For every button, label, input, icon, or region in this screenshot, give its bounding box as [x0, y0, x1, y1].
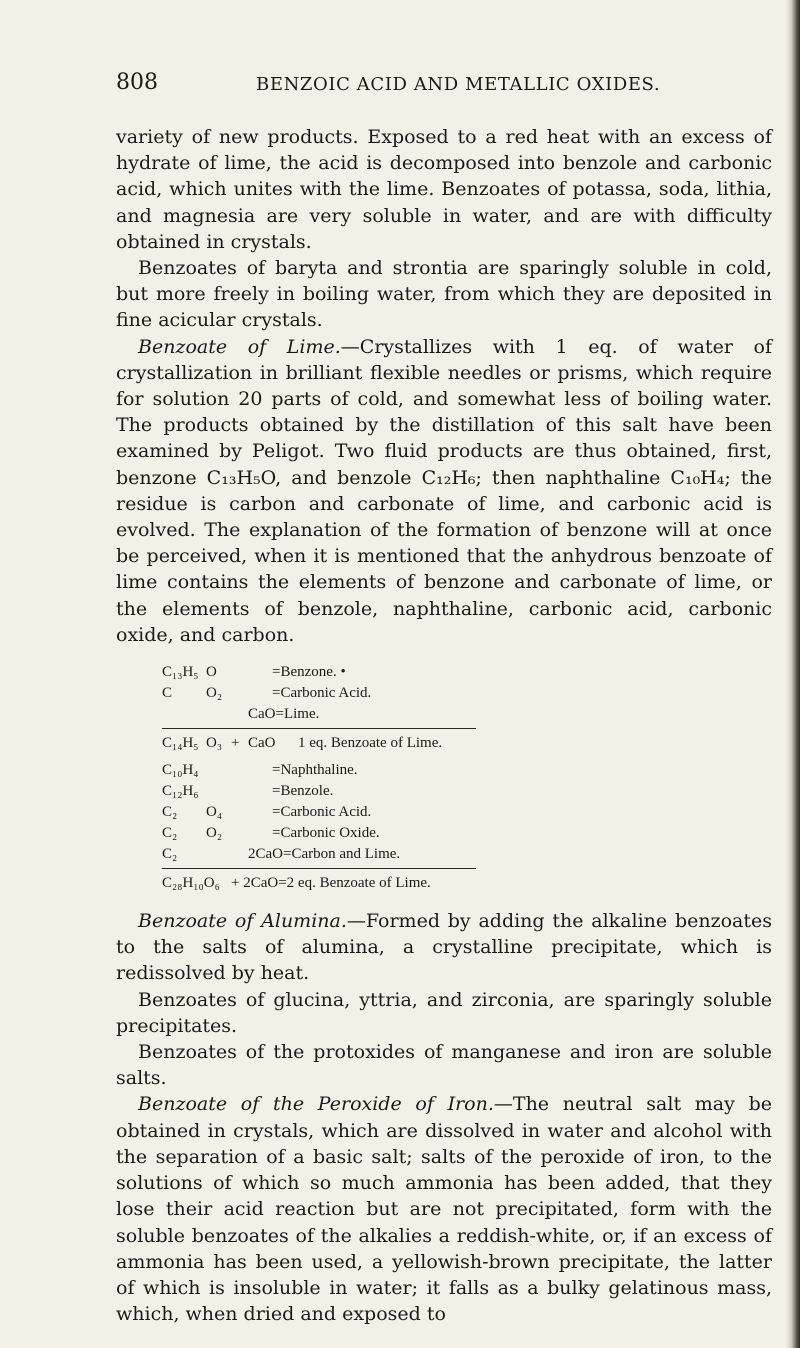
- formula-result: 2CaO=Carbon and Lime.: [248, 846, 401, 863]
- section-heading-lime: Benzoate of Lime.: [138, 335, 341, 358]
- formula-rule-row: [116, 865, 772, 873]
- formula-result: =Benzole.: [272, 783, 334, 800]
- paragraph-continuation: variety of new products. Exposed to a red heat with an excess of hydrate of lime, the acid is decomposed into benzole and carbonic acid, which unites with the lime. Benzoates of potassa, soda, lithia, and magnesia are very soluble in water, and are with difficulty obtained in crystals.: [116, 126, 772, 253]
- paragraph-text-peroxide: —The neutral salt may be obtained in crystals, which are dissolved in water and alcohol with the separation of a basic salt; salts of the peroxide of iron, to the solutions of which so much ammonia has been added, that they lose their acid reaction but are not precipitated, form with the soluble benzoates of the alkalies a reddish-white, or, if an excess of ammonia has been used, a yellowish-brown precipitate, the latter of which is insoluble in water; it falls as a bulky gelatinous mass, which, when dried and exposed to: [116, 1093, 772, 1326]
- formula-row: [116, 733, 772, 754]
- formula-term: CaO: [248, 735, 276, 752]
- formula-term: C₁₀H₄: [162, 762, 199, 779]
- formula-term: C₂: [162, 825, 178, 842]
- paragraph-text-alumina: —Formed by adding the alkaline benzoates to the salts of alumina, a crystalline precipitate, which is redissolved by heat.: [116, 910, 772, 985]
- formula-term: O₃: [206, 735, 223, 752]
- formula-row: [116, 781, 772, 802]
- formula-result: 1 eq. Benzoate of Lime.: [298, 735, 443, 752]
- formula-term: C₁₄H₅: [162, 735, 199, 752]
- section-heading-peroxide: Benzoate of the Peroxide of Iron.: [138, 1093, 494, 1116]
- formula-row: [116, 760, 772, 781]
- paragraph-benzoate-of-lime: [116, 334, 772, 648]
- formula-row: [116, 662, 772, 683]
- formula-term: C: [162, 685, 173, 702]
- sum-rule: [162, 868, 476, 869]
- section-heading-alumina: Benzoate of Alumina.: [138, 910, 347, 933]
- formula-term: C₂: [162, 846, 178, 863]
- sum-rule: [162, 728, 476, 729]
- formula-term: O: [206, 664, 217, 681]
- running-head: BENZOIC ACID AND METALLIC OXIDES.: [256, 74, 661, 95]
- formula-term: C₁₃H₅: [162, 664, 199, 681]
- formula-term: O₄: [206, 804, 223, 821]
- formula-result: =Carbonic Acid.: [272, 804, 372, 821]
- paragraph-benzoate-of-alumina: [116, 908, 772, 987]
- formula-table: [116, 662, 772, 894]
- formula-result: + 2CaO=2 eq. Benzoate of Lime.: [231, 875, 431, 892]
- formula-plus: +: [231, 735, 240, 752]
- page-number: 808: [116, 70, 158, 95]
- formula-term: C₂: [162, 804, 178, 821]
- formula-rule-row: [116, 725, 772, 733]
- formula-result: =Naphthaline.: [272, 762, 358, 779]
- paragraph-text-lime: —Crystallizes with 1 eq. of water of crystallization in brilliant flexible needles or prisms, which require for solution 20 parts of cold, and somewhat less of boiling water. The products obtained by the distillation of this salt have been examined by Peligot. Two fluid products are thus obtained, first, benzone C₁₃H₅O, and benzole C₁₂H₆; then naphthaline C₁₀H₄; the residue is carbon and carbonate of lime, and carbonic acid is evolved. The explanation of the formation of benzone will at once be perceived, when it is mentioned that the anhydrous benzoate of lime contains the elements of benzone and carbonate of lime, or the elements of benzole, naphthaline, carbonic acid, carbonic oxide, and carbon.: [116, 335, 772, 646]
- paragraph-glucina: Benzoates of glucina, yttria, and zirconia, are sparingly soluble precipitates.: [116, 988, 772, 1037]
- formula-term: C₂₈H₁₀O₆: [162, 875, 220, 892]
- formula-row: [116, 823, 772, 844]
- paragraph-peroxide-of-iron: [116, 1091, 772, 1327]
- formula-term: O₂: [206, 685, 223, 702]
- formula-result: =Carbonic Oxide.: [272, 825, 380, 842]
- book-page: [116, 70, 772, 1327]
- formula-row: [116, 844, 772, 865]
- formula-result: =Carbonic Acid.: [272, 685, 372, 702]
- formula-row: [116, 802, 772, 823]
- formula-term: O₂: [206, 825, 223, 842]
- page-body: [116, 124, 772, 1327]
- formula-result: CaO=Lime.: [248, 706, 320, 723]
- formula-row: [116, 683, 772, 704]
- paragraph-baryta: Benzoates of baryta and strontia are sparingly soluble in cold, but more freely in boiling water, from which they are deposited in fine acicular crystals.: [116, 257, 772, 332]
- formula-result: =Benzone. •: [272, 664, 346, 681]
- formula-row: [116, 873, 772, 894]
- formula-row: [116, 704, 772, 725]
- page-edge-shadow: [786, 0, 800, 1348]
- paragraph-protoxides: Benzoates of the protoxides of manganese and iron are soluble salts.: [116, 1041, 772, 1090]
- page-header: [116, 70, 772, 110]
- formula-term: C₁₂H₆: [162, 783, 199, 800]
